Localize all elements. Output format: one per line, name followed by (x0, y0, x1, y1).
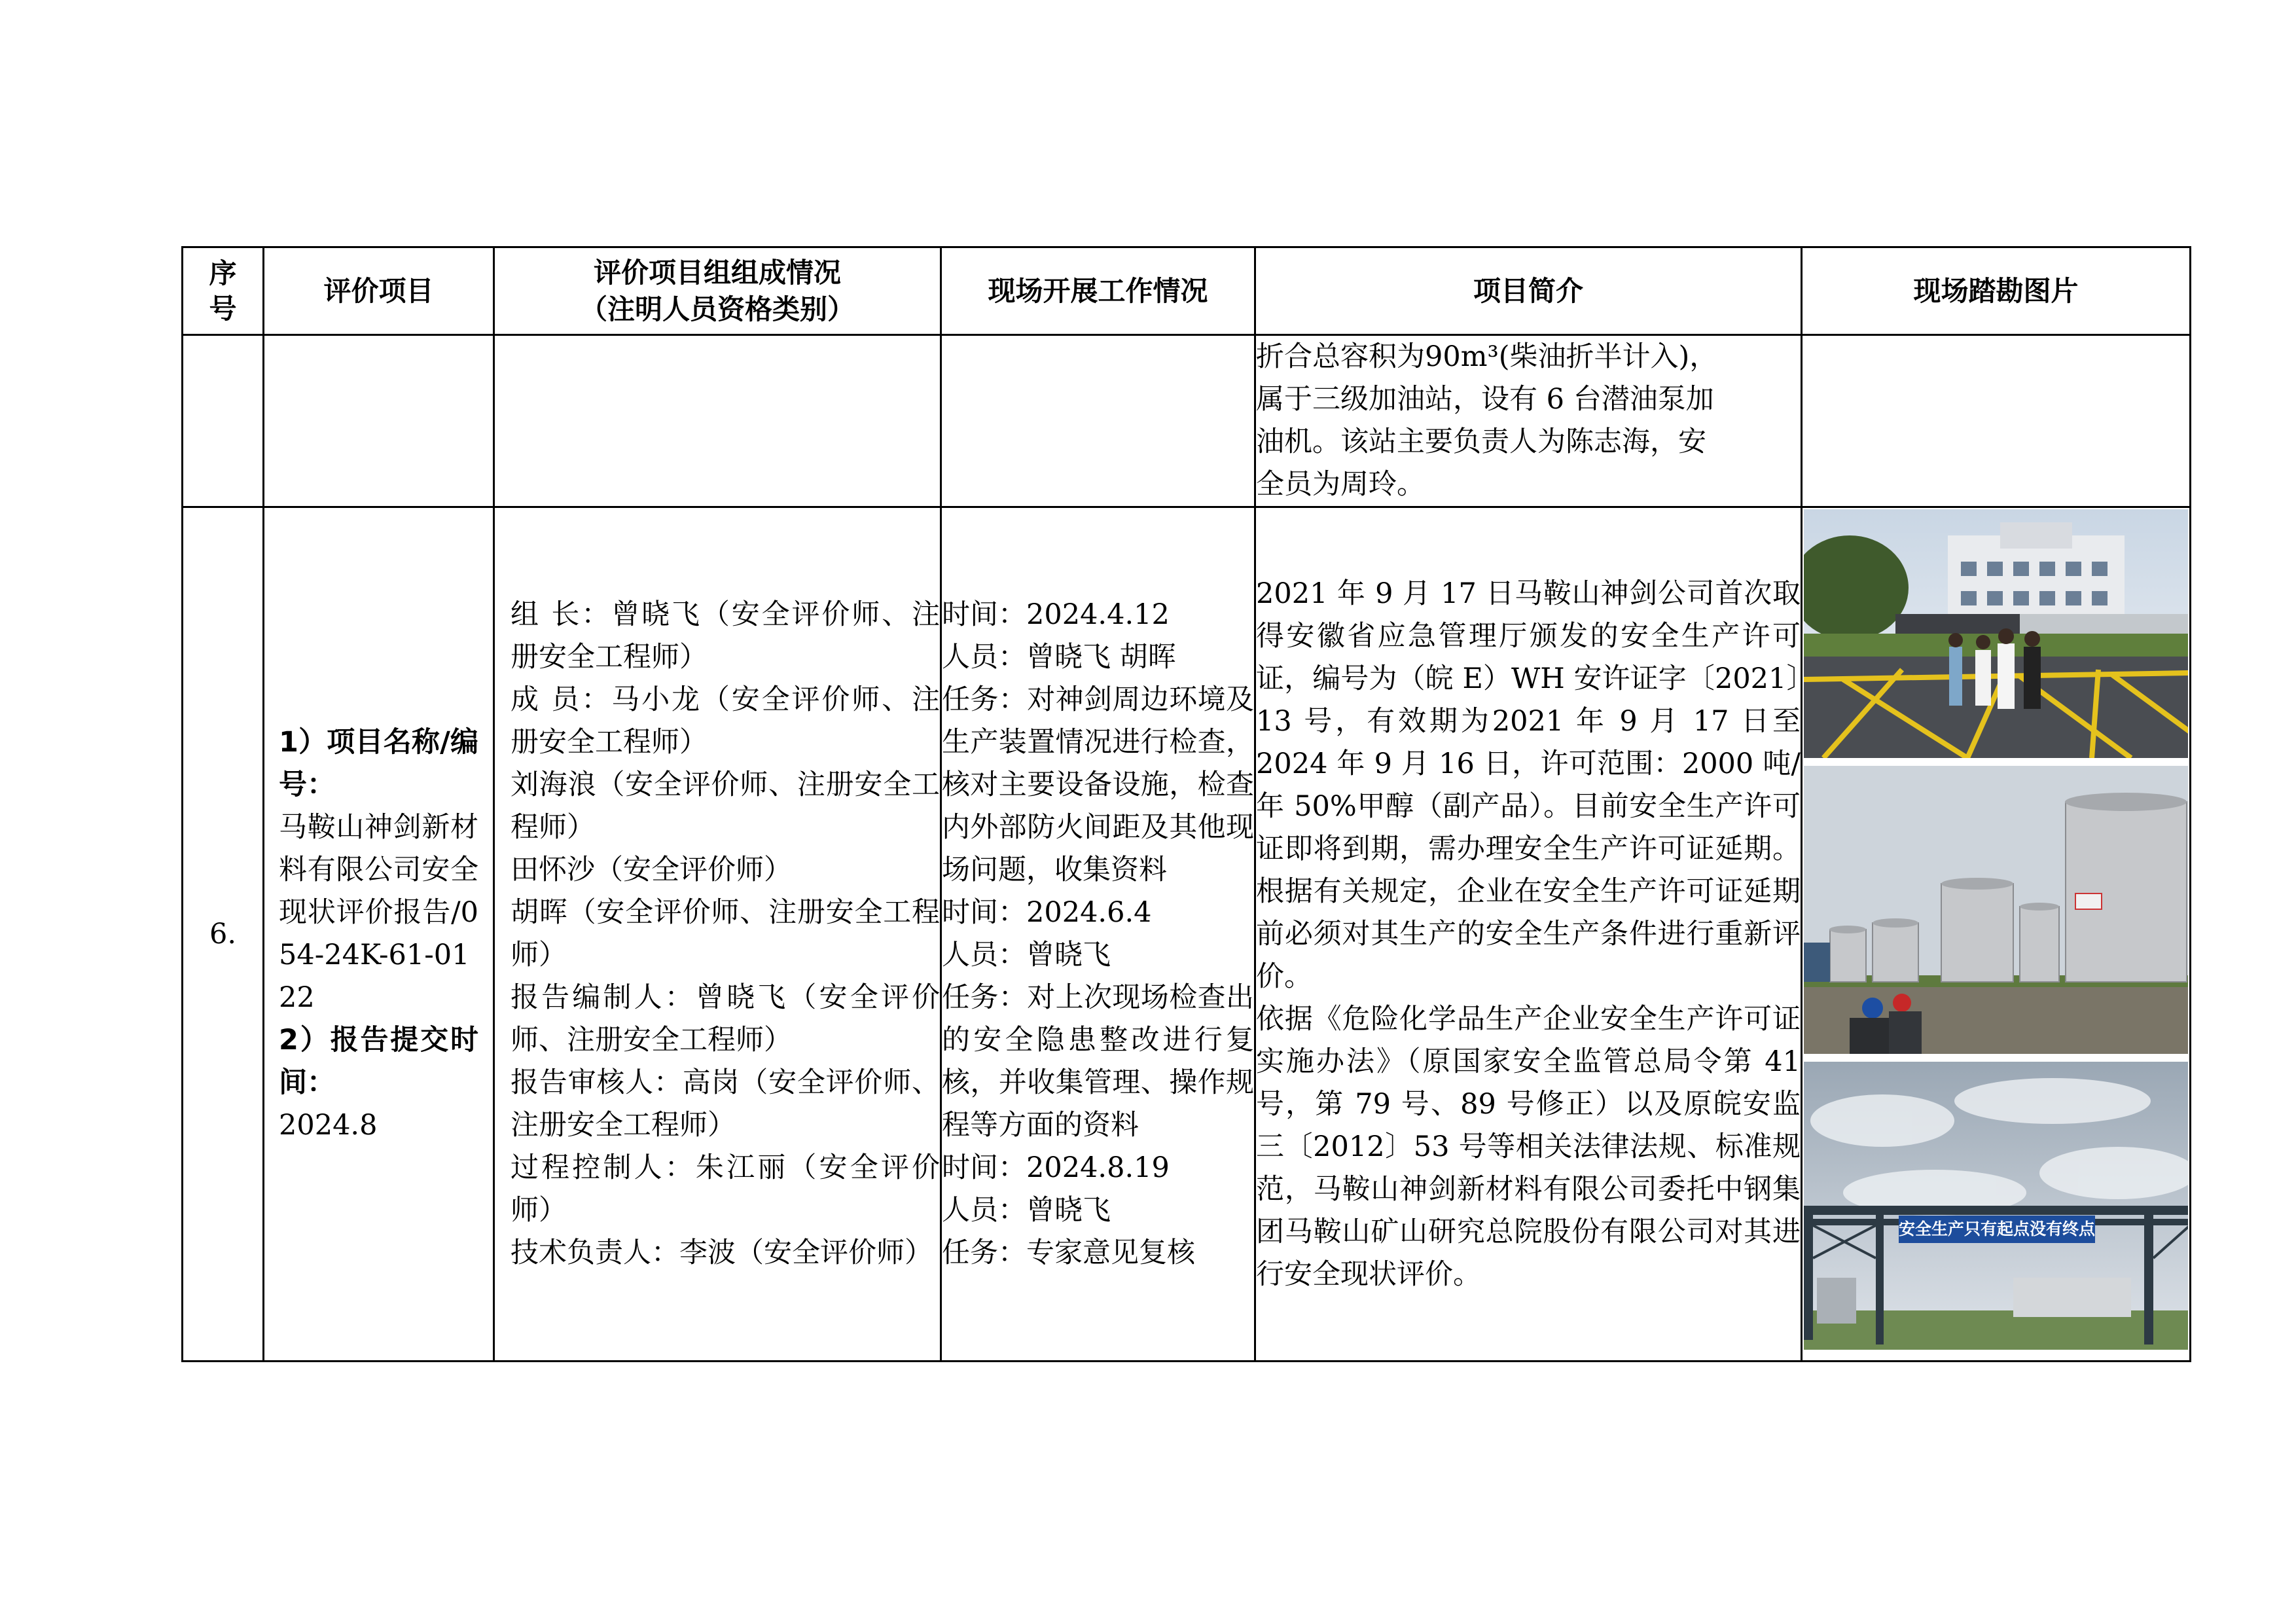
team-member: 田怀沙（安全评价师） (511, 854, 792, 886)
header-team-line1: 评价项目组组成情况 (593, 256, 841, 289)
header-row (183, 247, 2191, 335)
intro-line: 油机。该站主要负责人为陈志海，安 (1256, 425, 1706, 458)
project-name-value: 马鞍山神剑新材料有限公司安全现状评价报告/054-24K-61-0122 (279, 811, 478, 1014)
work-entry: 人员：曾晓飞 (942, 1194, 1111, 1227)
continued-intro-cell (1255, 335, 1802, 507)
intro-line: 全员为周玲。 (1256, 468, 1425, 501)
continued-work-cell (941, 335, 1255, 507)
report-date-value: 2024.8 (279, 1109, 378, 1142)
header-team-line2: （注明人员资格类别） (579, 293, 855, 325)
work-entry: 任务：对神剑周边环境及生产装置情况进行检查，核对主要设备设施，检查内外部防火间距及其他现场问题，收集资料 (942, 683, 1254, 886)
team-member: 技术负责人：李波（安全评价师） (511, 1236, 933, 1269)
team-member: 刘海浪（安全评价师、注册安全工程师） (511, 768, 940, 844)
team-member: 胡晖（安全评价师、注册安全工程师） (511, 896, 940, 971)
site-photos-cell (1802, 507, 2191, 1362)
work-entry: 人员：曾晓飞 (942, 939, 1111, 971)
report-date-label: 2）报告提交时间： (279, 1024, 478, 1099)
site-photo-safety-gate (1804, 1062, 2188, 1350)
project-name-label: 1）项目名称/编号： (279, 726, 478, 801)
site-work-cell (941, 507, 1255, 1362)
site-photo-building (1804, 509, 2188, 758)
row-6 (183, 507, 2191, 1362)
evaluation-table (181, 246, 2191, 1362)
intro-line: 属于三级加油站，设有 6 台潜油泵加 (1256, 383, 1714, 416)
header-photos: 现场踏勘图片 (1802, 247, 2191, 335)
continued-team-cell (494, 335, 941, 507)
continued-row (183, 335, 2191, 507)
safety-sign-text: 安全生产只有起点没有终点 (1899, 1219, 2095, 1238)
continued-item-cell (264, 335, 494, 507)
header-item: 评价项目 (264, 247, 494, 335)
team-composition-cell (494, 507, 941, 1362)
work-entry: 时间：2024.4.12 (942, 598, 1170, 631)
intro-line: 折合总容积为90m³(柴油折半计入)， (1256, 340, 1718, 373)
team-member: 报告审核人：高岗（安全评价师、注册安全工程师） (511, 1066, 940, 1142)
site-photo-storage-tanks (1804, 766, 2188, 1054)
team-member: 报告编制人：曾晓飞（安全评价师、注册安全工程师） (511, 981, 940, 1056)
header-work: 现场开展工作情况 (941, 247, 1255, 335)
team-member: 组 长：曾晓飞（安全评价师、注册安全工程师） (511, 598, 940, 674)
continued-photo-cell (1802, 335, 2191, 507)
header-team (494, 247, 941, 335)
continued-seq-cell (183, 335, 264, 507)
row-seq-cell: 6. (183, 507, 264, 1362)
work-entry: 时间：2024.6.4 (942, 896, 1152, 929)
project-intro-cell (1255, 507, 1802, 1362)
work-entry: 时间：2024.8.19 (942, 1151, 1170, 1184)
team-member: 成 员：马小龙（安全评价师、注册安全工程师） (511, 683, 940, 759)
work-entry: 人员：曾晓飞 胡晖 (942, 641, 1176, 674)
work-entry: 任务：对上次现场检查出的安全隐患整改进行复核，并收集管理、操作规程等方面的资料 (942, 981, 1254, 1142)
header-seq: 序号 (183, 247, 264, 335)
team-member: 过程控制人：朱江丽（安全评价师） (511, 1151, 940, 1227)
intro-paragraph: 2021 年 9 月 17 日马鞍山神剑公司首次取得安徽省应急管理厅颁发的安全生产许可证，编号为（皖 E）WH 安许证字〔2021〕13 号，有效期为2021 年 9 月 17 日至 2024 年 9 月 16 日，许可范围：2000 吨/年 50%甲醇（副产品）。目前安全生产许可证即将到期，需办理安全生产许可证延期。根据有关规定，企业在安全生产许可证延期前必须对其生产的安全生产条件进行重新评价。 (1256, 577, 1801, 993)
work-entry: 任务：专家意见复核 (942, 1236, 1195, 1269)
project-name-cell (264, 507, 494, 1362)
intro-paragraph: 依据《危险化学品生产企业安全生产许可证实施办法》（原国家安全监管总局令第 41 号，第 79 号、89 号修正）以及原皖安监三〔2012〕53 号等相关法律法规、标准规范，马鞍山神剑新材料有限公司委托中钢集团马鞍山矿山研究总院股份有限公司对其进行安全现状评价。 (1256, 1002, 1801, 1291)
header-intro: 项目简介 (1255, 247, 1802, 335)
